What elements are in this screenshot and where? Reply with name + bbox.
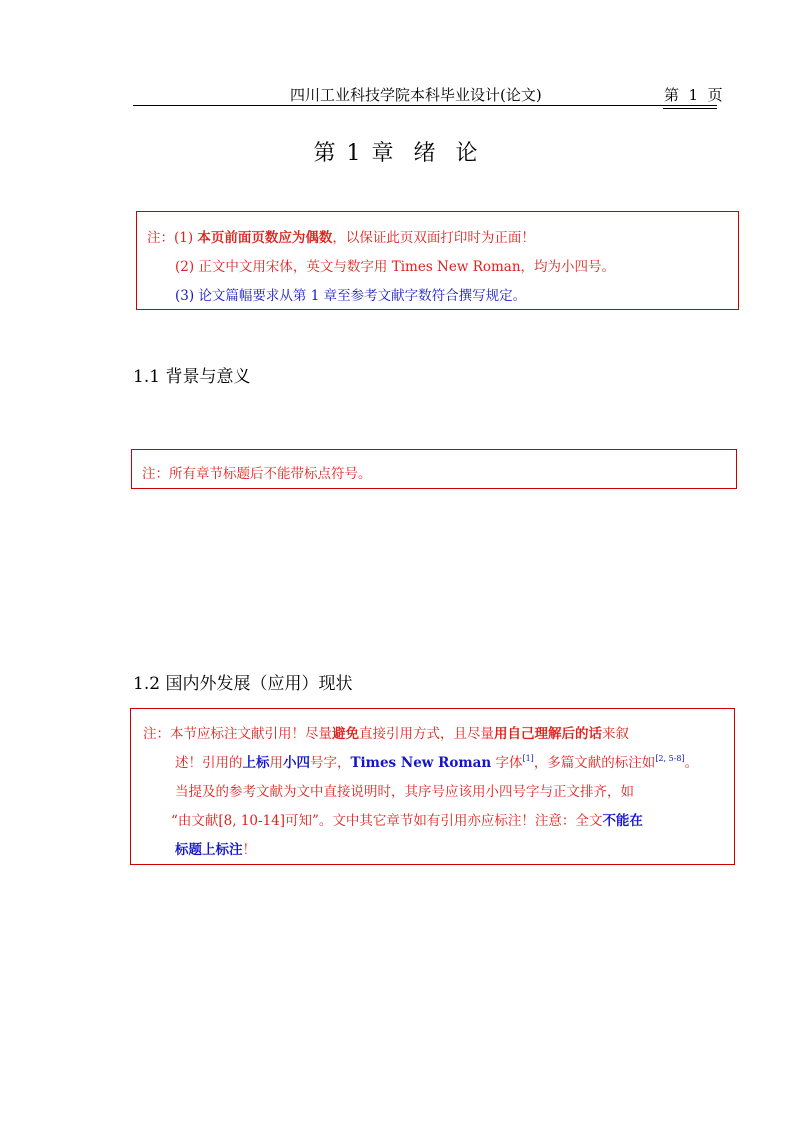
- note3-line2: [175, 751, 698, 771]
- note1-item2-text: 正文中文用宋体，英文与数字用 Times New Roman，均为小四号。: [198, 259, 616, 275]
- note1-line2: [175, 255, 615, 275]
- note2-text: 注：所有章节标题后不能带标点符号。: [142, 466, 372, 482]
- note1-item3-text: 论文篇幅要求从第 1 章至参考文献字数符合撰写规定。: [198, 288, 527, 304]
- note1-item2-num: (2): [175, 259, 195, 275]
- note1-item1-rest: ，以保证此页双面打印时为正面！: [332, 230, 535, 246]
- note3-line4: [171, 809, 643, 829]
- note3-line5: [175, 838, 256, 858]
- note1-line1: [147, 226, 535, 246]
- note-box-format: [136, 211, 739, 310]
- note3-l5: 标题上标注: [175, 842, 243, 858]
- note3-l2-f: Times New Roman: [350, 755, 492, 771]
- note3-line1: [143, 722, 629, 742]
- note3-l2-c: 用: [269, 755, 283, 771]
- note3-l4-b: 不能在: [602, 813, 643, 829]
- section-heading-1-2: 1.2 国内外发展（应用）现状: [133, 674, 353, 694]
- note1-prefix: 注：(1): [147, 230, 194, 246]
- header-page-number: 第 1 页: [664, 86, 723, 104]
- note3-l5-end: ！: [242, 842, 256, 858]
- note3-l2-e: 号字，: [310, 755, 351, 771]
- note-box-citations: [130, 708, 735, 865]
- note3-line3: [175, 780, 634, 800]
- note3-l2-b: 上标: [242, 755, 270, 771]
- note3-l2-i: 。: [684, 755, 699, 771]
- note3-l1-e: 来叙: [602, 726, 629, 742]
- note3-l1-b: 避免: [332, 726, 359, 742]
- note3-l2-d: 小四: [283, 755, 310, 771]
- section-heading-1-1: 1.1 背景与意义: [133, 367, 251, 387]
- note3-l2-h: ，多篇文献的标注如: [533, 755, 656, 771]
- note3-l1-d: 用自己理解后的话: [494, 726, 602, 742]
- chapter-title: 第 1 章 绪 论: [313, 141, 480, 166]
- note3-l2-sup1: [1]: [522, 754, 534, 763]
- note3-l1-a: 注：本节应标注文献引用！尽量: [143, 726, 332, 742]
- note1-item1-bold: 本页前面页数应为偶数: [197, 230, 333, 246]
- note1-line3: [175, 284, 526, 304]
- note3-l2-a: 述！引用的: [175, 755, 243, 771]
- note-box-headings: [131, 449, 737, 489]
- header-rule: [133, 105, 717, 106]
- header-title: 四川工业科技学院本科毕业设计(论文): [290, 86, 542, 104]
- note3-l4-a: “由文献[8, 10-14]可知”。文中其它章节如有引用亦应标注！注意：全文: [171, 813, 603, 829]
- note3-l2-sup2: [2, 5-8]: [655, 754, 685, 763]
- note1-item3-num: (3): [175, 288, 195, 304]
- header-page-underline: [663, 108, 717, 109]
- note3-l1-c: 直接引用方式，且尽量: [359, 726, 494, 742]
- note3-l2-g: 字体: [491, 755, 523, 771]
- note3-l3: 当提及的参考文献为文中直接说明时，其序号应该用小四号字与正文排齐，如: [175, 784, 634, 800]
